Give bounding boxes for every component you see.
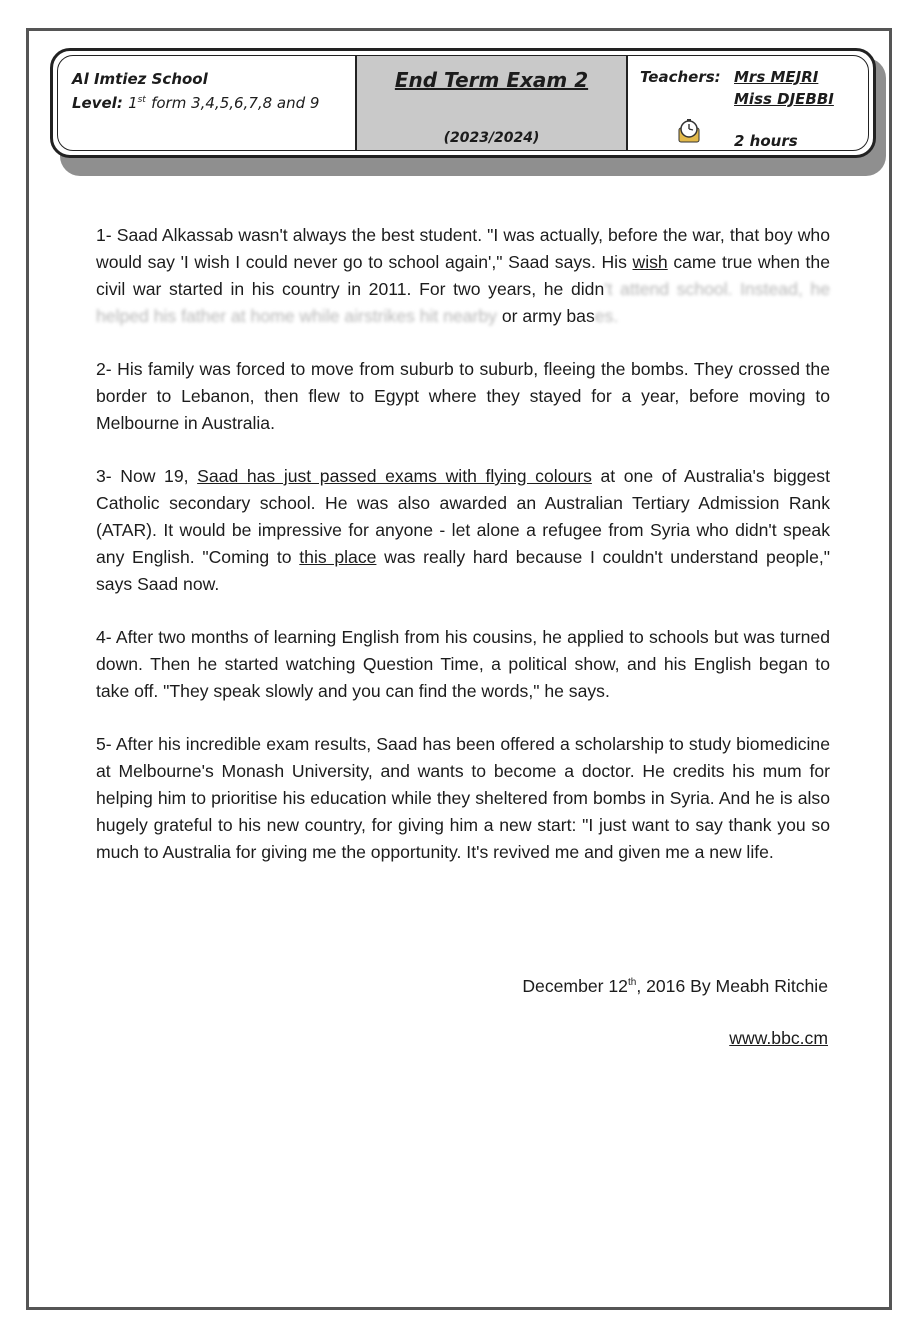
header-school-cell bbox=[58, 56, 357, 150]
level-line bbox=[72, 94, 355, 112]
level-value: form 3,4,5,6,7,8 and 9 bbox=[151, 94, 320, 112]
teachers-label: Teachers: bbox=[640, 68, 721, 86]
teacher-1: Mrs MEJRI bbox=[734, 68, 819, 86]
blurred-text-2: es. bbox=[594, 306, 619, 326]
reading-passage bbox=[96, 222, 830, 892]
exam-duration: 2 hours bbox=[734, 132, 798, 150]
teacher-2: Miss DJEBBI bbox=[734, 90, 834, 108]
underlined-flying-colours: Saad has just passed exams with flying colours bbox=[197, 466, 592, 486]
exam-title: End Term Exam 2 bbox=[394, 68, 589, 92]
underlined-wish: wish bbox=[632, 252, 668, 272]
paragraph-5: 5- After his incredible exam results, Saad has been offered a scholarship to study biomedicine at Melbourne's Monash University, and wants to become a doctor. He credits his mum for helping him to prioritise his education while they sheltered from bombs in Syria. And he is also hugely grateful to his new country, for giving him a new start: "I just want to say thank you so much to Australia for giving me the opportunity. It's revived me and given me a new life. bbox=[96, 734, 830, 862]
level-label: Level: bbox=[72, 94, 123, 112]
header-title-cell bbox=[357, 56, 628, 150]
school-name: Al Imtiez School bbox=[72, 70, 208, 88]
level-ordinal: 1st bbox=[128, 94, 146, 112]
paragraph-3: 3- Now 19, Saad has just passed exams with flying colours at one of Australia's biggest Catholic secondary school. He was also awarded an Australian Tertiary Admission Rank (ATAR). It would be impressive for anyone - let alone a refugee from Syria who didn't speak any English. "Coming to this place was really hard because I couldn't understand people," says Saad now. bbox=[96, 466, 831, 594]
paragraph-1: 1- Saad Alkassab wasn't always the best student. "I was actually, before the war, that boy who would say 'I wish I could never go to school again'," Saad says. His wish came true when the civil war started in his country in 2011. For two years, he didn't attend school. Instead, he helped his father at home while airstrikes hit nearby or army bases. bbox=[96, 225, 830, 326]
blurred-text: 't attend school. Instead, he helped his father at home while airstrikes hit nearby bbox=[96, 279, 830, 326]
paragraph-2: 2- His family was forced to move from suburb to suburb, fleeing the bombs. They crossed the border to Lebanon, then flew to Egypt where they stayed for a year, before moving to Melbourne in Australia. bbox=[96, 359, 830, 433]
clock-icon bbox=[676, 118, 702, 144]
source-website[interactable]: www.bbc.cm bbox=[729, 1028, 828, 1048]
underlined-this-place: this place bbox=[299, 547, 377, 567]
paragraph-4: 4- After two months of learning English from his cousins, he applied to schools but was turned down. Then he started watching Question Time, a political show, and his English began to take off. "They speak slowly and you can find the words," he says. bbox=[96, 627, 830, 701]
exam-header bbox=[50, 48, 876, 158]
school-year: (2023/2024) bbox=[443, 130, 540, 146]
source-attribution: December 12th, 2016 By Meabh Ritchie bbox=[522, 976, 828, 996]
header-teachers-cell bbox=[628, 56, 868, 150]
